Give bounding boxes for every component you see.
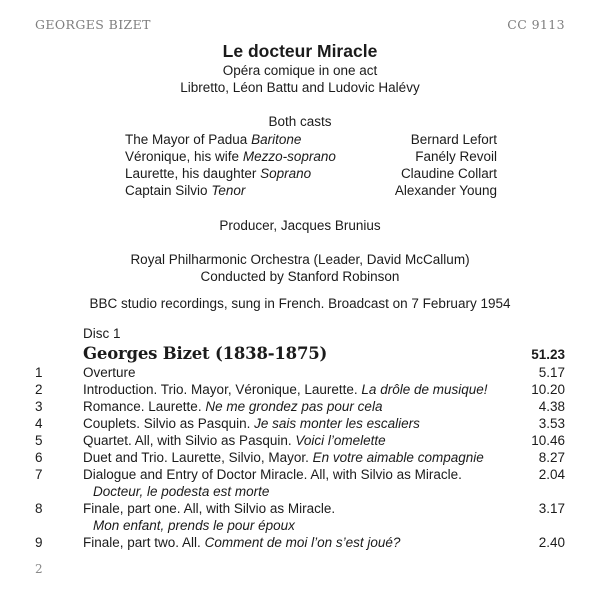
track-duration: 8.27 [538, 450, 565, 465]
track-duration: 10.20 [531, 382, 565, 397]
track-title-incipit: Ne me grondez pas pour cela [205, 399, 383, 414]
track-duration: 3.17 [538, 501, 565, 516]
track-row [35, 449, 565, 466]
track-number: 3 [35, 399, 43, 414]
track-title-text: Couplets. Silvio as Pasquin. [83, 416, 251, 431]
opera-title: Le docteur Miracle [222, 41, 378, 61]
cast-role [125, 148, 415, 165]
title-block [35, 40, 565, 96]
track-title [83, 466, 539, 500]
performer-name: Claudine Collart [400, 166, 497, 181]
track-title [83, 534, 539, 551]
track-title [83, 364, 539, 381]
track-title-text: Overture [83, 365, 136, 380]
cast-row [125, 165, 497, 182]
cast-role [125, 165, 401, 182]
track-row [35, 466, 565, 500]
voice-type: Tenor [211, 183, 246, 198]
track-title-incipit: Comment de moi l’on s’est joué? [204, 535, 401, 550]
track-title-text: Quartet. All, with Silvio as Pasquin. [83, 433, 292, 448]
catalog-number: CC 9113 [507, 17, 565, 32]
track-title [83, 415, 539, 432]
track-title [83, 432, 531, 449]
cast-list [125, 131, 497, 199]
cast-heading: Both casts [268, 114, 332, 129]
track-title-incipit: En votre aimable compagnie [312, 450, 484, 465]
track-row [35, 381, 565, 398]
track-title-incipit: La drôle de musique! [361, 382, 488, 397]
track-row [35, 364, 565, 381]
role-label: Véronique, his wife [125, 149, 240, 164]
track-duration: 2.04 [538, 467, 565, 482]
track-number: 5 [35, 433, 43, 448]
track-row [35, 534, 565, 551]
track-subtitle: Docteur, le podesta est morte [93, 484, 270, 499]
composer-heading: Georges Bizet (1838-1875) [83, 344, 328, 363]
disc-label: Disc 1 [83, 326, 121, 341]
track-duration: 3.53 [538, 416, 565, 431]
page-number: 2 [35, 562, 43, 576]
track-row [35, 415, 565, 432]
track-number: 9 [35, 535, 43, 550]
role-label: Laurette, his daughter [125, 166, 257, 181]
cast-row [125, 131, 497, 148]
cast-role [125, 182, 395, 199]
page-header [35, 16, 565, 33]
track-title [83, 398, 539, 415]
orchestra-block [35, 251, 565, 285]
track-title-text: Dialogue and Entry of Doctor Miracle. All, with Silvio as Miracle. [83, 467, 462, 482]
performer-name: Bernard Lefort [410, 132, 497, 147]
track-number: 4 [35, 416, 43, 431]
recording-note: BBC studio recordings, sung in French. Broadcast on 7 February 1954 [89, 296, 511, 311]
total-duration: 51.23 [531, 347, 565, 362]
producer-credit: Producer, Jacques Brunius [219, 218, 381, 233]
orchestra-credit: Royal Philharmonic Orchestra (Leader, David McCallum) [130, 252, 470, 267]
track-number: 1 [35, 365, 43, 380]
track-row [35, 500, 565, 534]
track-duration: 2.40 [538, 535, 565, 550]
track-row [35, 398, 565, 415]
track-title-text: Duet and Trio. Laurette, Silvio, Mayor. [83, 450, 309, 465]
conductor-credit: Conducted by Stanford Robinson [200, 269, 400, 284]
tracklist [35, 325, 565, 551]
voice-type: Soprano [260, 166, 312, 181]
track-row [35, 432, 565, 449]
track-duration: 4.38 [538, 399, 565, 414]
composer-row [35, 343, 565, 364]
track-number: 8 [35, 501, 43, 516]
track-title [83, 500, 539, 534]
track-title-text: Finale, part two. All. [83, 535, 201, 550]
track-title-text: Finale, part one. All, with Silvio as Miracle. [83, 501, 336, 516]
track-number: 6 [35, 450, 43, 465]
track-duration: 5.17 [538, 365, 565, 380]
track-title-incipit: Je sais monter les escaliers [254, 416, 420, 431]
track-title [83, 449, 539, 466]
libretto-credit: Libretto, Léon Battu and Ludovic Halévy [180, 80, 420, 95]
track-title-text: Introduction. Trio. Mayor, Véronique, Laurette. [83, 382, 358, 397]
track-subtitle: Mon enfant, prends le pour époux [93, 518, 295, 533]
voice-type: Baritone [251, 132, 302, 147]
cast-row [125, 148, 497, 165]
track-title [83, 381, 531, 398]
opera-form: Opéra comique in one act [222, 63, 378, 78]
track-title-incipit: Voici l’omelette [295, 433, 386, 448]
role-label: Captain Silvio [125, 183, 208, 198]
header-artist: GEORGES BIZET [35, 17, 151, 32]
track-number: 7 [35, 467, 43, 482]
performer-name: Fanély Revoil [415, 149, 497, 164]
track-number: 2 [35, 382, 43, 397]
cast-role [125, 131, 411, 148]
performer-name: Alexander Young [394, 183, 497, 198]
track-title-text: Romance. Laurette. [83, 399, 202, 414]
track-duration: 10.46 [531, 433, 565, 448]
cast-block [35, 113, 565, 199]
role-label: The Mayor of Padua [125, 132, 248, 147]
voice-type: Mezzo-soprano [242, 149, 336, 164]
cast-row [125, 182, 497, 199]
